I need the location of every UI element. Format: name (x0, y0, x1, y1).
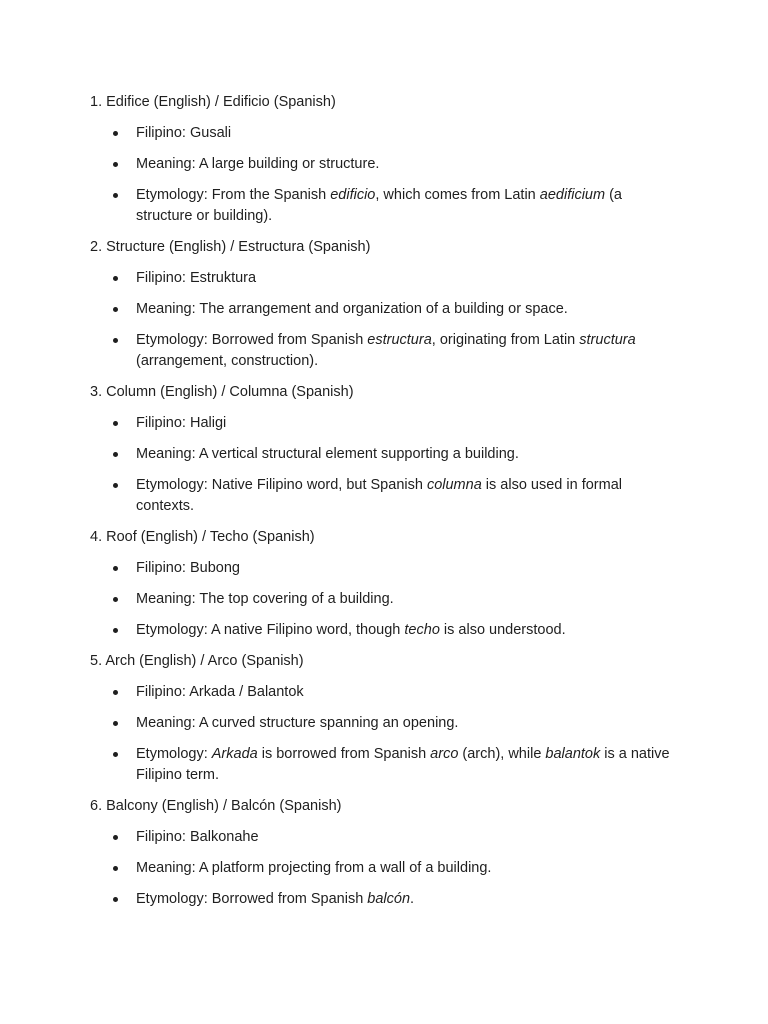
etymology-fragment: Etymology: A native Filipino word, though (136, 622, 405, 638)
entry-3 (90, 382, 670, 517)
etymology-term: balcón (367, 891, 411, 907)
bullet-dot-icon (113, 162, 118, 167)
etymology-fragment: Etymology: Borrowed from Spanish (136, 891, 368, 907)
etymology-term: Arkada (211, 746, 258, 762)
bullet-dot-icon (113, 276, 118, 281)
filipino-item (90, 827, 670, 848)
entry-heading: 4. Roof (English) / Techo (Spanish) (90, 529, 315, 545)
filipino-item (90, 682, 670, 703)
filipino-item (90, 558, 670, 579)
etymology-item (90, 620, 670, 641)
meaning-item (90, 713, 670, 734)
etymology-item (90, 475, 670, 517)
meaning-text: Meaning: A large building or structure. (136, 156, 380, 172)
bullet-dot-icon (113, 897, 118, 902)
meaning-item (90, 154, 670, 175)
etymology-fragment: is also used in formal contexts. (136, 477, 622, 514)
entry-2 (90, 237, 670, 372)
entry-heading: 3. Column (English) / Columna (Spanish) (90, 384, 354, 400)
meaning-item (90, 299, 670, 320)
etymology-term: edificio (330, 187, 376, 203)
etymology-item (90, 744, 670, 786)
etymology-fragment: , which comes from Latin (375, 187, 540, 203)
etymology-fragment: Etymology: Native Filipino word, but Spanish (136, 477, 427, 493)
etymology-text (136, 477, 622, 514)
filipino-text: Filipino: Haligi (136, 415, 227, 431)
bullet-dot-icon (113, 307, 118, 312)
entry-1 (90, 92, 670, 227)
etymology-fragment: is also understood. (439, 622, 566, 638)
etymology-fragment: Etymology: Borrowed from Spanish (136, 332, 368, 348)
etymology-item (90, 330, 670, 372)
etymology-fragment: (arrangement, construction). (136, 353, 319, 369)
etymology-fragment: , originating from Latin (431, 332, 580, 348)
bullet-list (90, 827, 670, 910)
etymology-term: balantok (545, 746, 601, 762)
etymology-fragment: . (410, 891, 415, 907)
etymology-fragment: is a native Filipino term. (136, 746, 670, 783)
filipino-item (90, 268, 670, 289)
bullet-list (90, 413, 670, 517)
entry-list (90, 92, 670, 920)
entry-5 (90, 651, 670, 786)
etymology-text (136, 332, 636, 369)
meaning-item (90, 444, 670, 465)
etymology-term: columna (426, 477, 482, 493)
filipino-text: Filipino: Estruktura (136, 270, 257, 286)
etymology-fragment: is borrowed from Spanish (257, 746, 431, 762)
filipino-text: Filipino: Arkada / Balantok (136, 684, 304, 700)
etymology-text (136, 891, 414, 907)
meaning-text: Meaning: A platform projecting from a wall of a building. (136, 860, 492, 876)
filipino-text: Filipino: Bubong (136, 560, 240, 576)
etymology-fragment: Etymology: From the Spanish (136, 187, 331, 203)
bullet-dot-icon (113, 690, 118, 695)
filipino-item (90, 413, 670, 434)
filipino-text: Filipino: Gusali (136, 125, 232, 141)
bullet-dot-icon (113, 597, 118, 602)
bullet-dot-icon (113, 452, 118, 457)
entry-heading: 6. Balcony (English) / Balcón (Spanish) (90, 798, 342, 814)
etymology-term: estructura (367, 332, 432, 348)
bullet-dot-icon (113, 866, 118, 871)
meaning-text: Meaning: The arrangement and organization of a building or space. (136, 301, 568, 317)
entry-6 (90, 796, 670, 910)
entry-4 (90, 527, 670, 641)
bullet-dot-icon (113, 721, 118, 726)
bullet-dot-icon (113, 193, 118, 198)
bullet-dot-icon (113, 421, 118, 426)
etymology-text (136, 746, 670, 783)
etymology-term: aedificium (539, 187, 606, 203)
meaning-text: Meaning: A curved structure spanning an opening. (136, 715, 459, 731)
etymology-fragment: (arch), while (458, 746, 546, 762)
etymology-term: arco (430, 746, 459, 762)
entry-heading: 2. Structure (English) / Estructura (Spanish) (90, 239, 371, 255)
bullet-list (90, 123, 670, 227)
etymology-fragment: Etymology: (136, 746, 212, 762)
bullet-dot-icon (113, 628, 118, 633)
meaning-text: Meaning: A vertical structural element supporting a building. (136, 446, 519, 462)
bullet-list (90, 682, 670, 786)
bullet-list (90, 268, 670, 372)
meaning-item (90, 589, 670, 610)
etymology-term: techo (404, 622, 440, 638)
bullet-dot-icon (113, 338, 118, 343)
etymology-fragment: (a structure or building). (136, 187, 622, 224)
etymology-text (136, 187, 622, 224)
entry-heading: 5. Arch (English) / Arco (Spanish) (90, 653, 304, 669)
bullet-list (90, 558, 670, 641)
bullet-dot-icon (113, 752, 118, 757)
meaning-text: Meaning: The top covering of a building. (136, 591, 394, 607)
meaning-item (90, 858, 670, 879)
filipino-text: Filipino: Balkonahe (136, 829, 259, 845)
bullet-dot-icon (113, 483, 118, 488)
bullet-dot-icon (113, 566, 118, 571)
bullet-dot-icon (113, 835, 118, 840)
etymology-item (90, 185, 670, 227)
etymology-term: structura (579, 332, 636, 348)
bullet-dot-icon (113, 131, 118, 136)
filipino-item (90, 123, 670, 144)
etymology-text (136, 622, 566, 638)
etymology-item (90, 889, 670, 910)
entry-heading: 1. Edifice (English) / Edificio (Spanish) (90, 94, 336, 110)
